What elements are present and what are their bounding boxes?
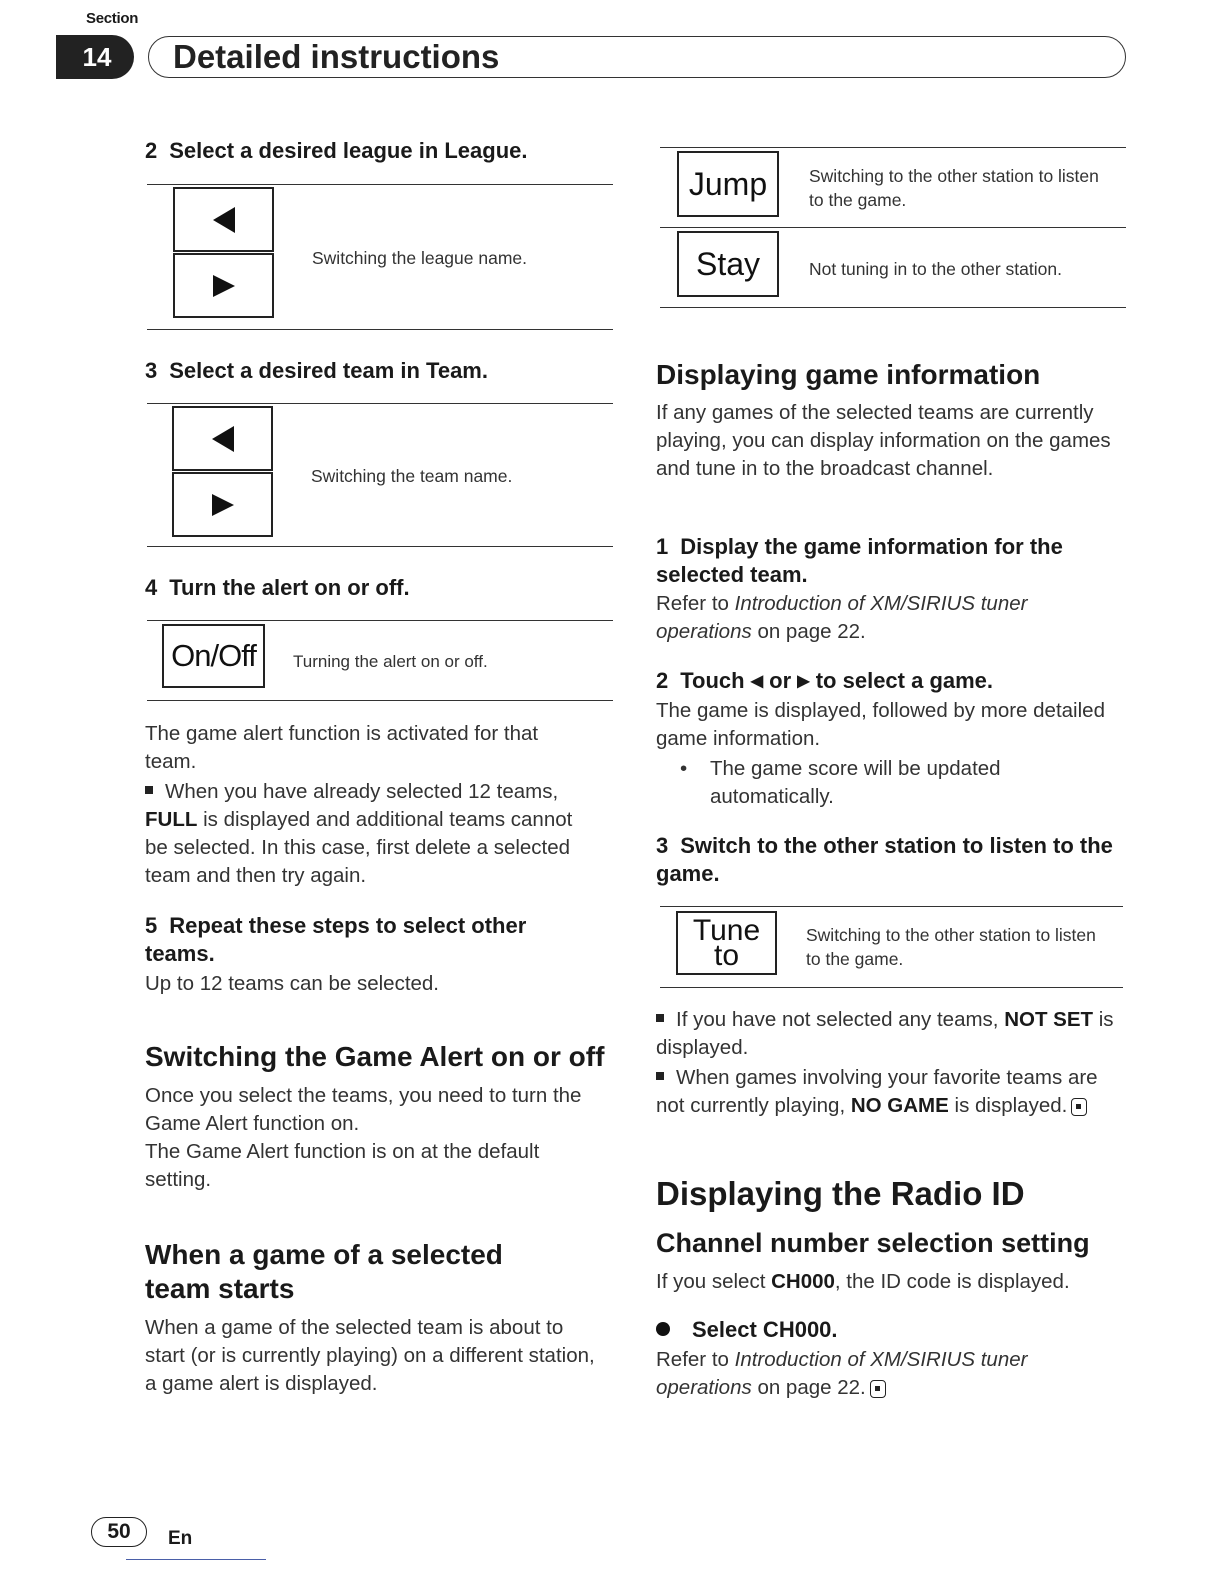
radio-id-refer: Refer to Introduction of XM/SIRIUS tuner operations on page 22. bbox=[656, 1348, 1028, 1399]
page-number: 50 bbox=[91, 1517, 147, 1547]
game-starts-paragraph: When a game of the selected team is about to start (or is currently playing) on a different station, a game alert is displayed. bbox=[145, 1316, 595, 1395]
tune-to-key: Tune to bbox=[676, 911, 777, 975]
alert-paragraph: The game alert function is activated for that team. bbox=[145, 722, 539, 773]
end-of-section-icon bbox=[1071, 1098, 1087, 1116]
step-5-repeat: 5 Repeat these steps to select other teams. bbox=[145, 913, 527, 966]
game-step-2: 2 Touch ◀ or ▶ to select a game. bbox=[656, 668, 994, 693]
left-arrow-icon: ◀ bbox=[750, 673, 764, 690]
jump-desc: Switching to the other station to listen to the game. bbox=[809, 166, 1099, 210]
game-starts-heading: When a game of a selected team starts bbox=[145, 1239, 503, 1304]
footer-rule bbox=[126, 1559, 266, 1560]
league-key-desc: Switching the league name. bbox=[312, 248, 527, 268]
switching-alert-p1: Once you select the teams, you need to turn the Game Alert function on. bbox=[145, 1084, 582, 1135]
select-ch000-step: Select CH000. bbox=[656, 1316, 1128, 1344]
tune-to-desc: Switching to the other station to listen to the game. bbox=[806, 925, 1096, 969]
displaying-game-info-paragraph: If any games of the selected teams are currently playing, you can display information on the games and tune in to the broadcast channel. bbox=[656, 401, 1111, 480]
game-step-2-paragraph: The game is displayed, followed by more detailed game information. bbox=[656, 699, 1105, 750]
bullet-dot-icon bbox=[656, 1322, 670, 1336]
on-off-desc: Turning the alert on or off. bbox=[293, 652, 488, 671]
step-5-desc: Up to 12 teams can be selected. bbox=[145, 972, 440, 995]
left-arrow-key bbox=[172, 406, 273, 471]
right-arrow-icon bbox=[212, 494, 234, 516]
game-step-1-refer: Refer to Introduction of XM/SIRIUS tuner operations on page 22. bbox=[656, 592, 1028, 643]
left-arrow-icon bbox=[213, 207, 235, 233]
jump-key: Jump bbox=[677, 151, 779, 217]
right-arrow-key bbox=[173, 253, 274, 318]
left-arrow-icon bbox=[212, 426, 234, 452]
step-3-team: 3 Select a desired team in Team. bbox=[145, 358, 488, 383]
right-arrow-icon: ▶ bbox=[797, 673, 810, 690]
step-4-alert: 4 Turn the alert on or off. bbox=[145, 575, 410, 600]
end-of-section-icon bbox=[870, 1380, 886, 1398]
right-arrow-icon bbox=[213, 275, 235, 297]
switching-alert-p2: The Game Alert function is on at the default setting. bbox=[145, 1140, 540, 1191]
game-step-1: 1 Display the game information for the selected team. bbox=[656, 534, 1063, 587]
step-2-league: 2 Select a desired league in League. bbox=[145, 138, 528, 163]
right-arrow-key bbox=[172, 472, 273, 537]
score-bullet: • The game score will be updated automatically. bbox=[680, 757, 1001, 808]
game-step-3: 3 Switch to the other station to listen to the game. bbox=[656, 833, 1113, 886]
stay-desc: Not tuning in to the other station. bbox=[809, 259, 1062, 279]
page-title-frame bbox=[148, 36, 1126, 78]
language-label: En bbox=[168, 1528, 193, 1549]
section-label: Section bbox=[86, 10, 139, 27]
switching-alert-heading: Switching the Game Alert on or off bbox=[145, 1041, 605, 1072]
full-note: When you have already selected 12 teams, FULL is displayed and additional teams cannot be selected. In this case, first delete a selected team and then try again. bbox=[145, 780, 573, 887]
radio-id-paragraph: If you select CH000, the ID code is displayed. bbox=[656, 1270, 1070, 1293]
no-game-note: When games involving your favorite teams are not currently playing, NO GAME is displayed. bbox=[656, 1066, 1098, 1117]
radio-id-heading: Displaying the Radio ID bbox=[656, 1175, 1025, 1212]
left-arrow-key bbox=[173, 187, 274, 252]
displaying-game-info-heading: Displaying game information bbox=[656, 359, 1041, 390]
channel-selection-subheading: Channel number selection setting bbox=[656, 1228, 1090, 1258]
section-number-badge: 14 bbox=[56, 35, 134, 79]
on-off-key: On/Off bbox=[162, 624, 265, 688]
stay-key: Stay bbox=[677, 231, 779, 297]
not-set-note: If you have not selected any teams, NOT SET is displayed. bbox=[656, 1008, 1114, 1059]
page-title: Detailed instructions bbox=[173, 38, 500, 75]
team-key-desc: Switching the team name. bbox=[311, 466, 513, 486]
